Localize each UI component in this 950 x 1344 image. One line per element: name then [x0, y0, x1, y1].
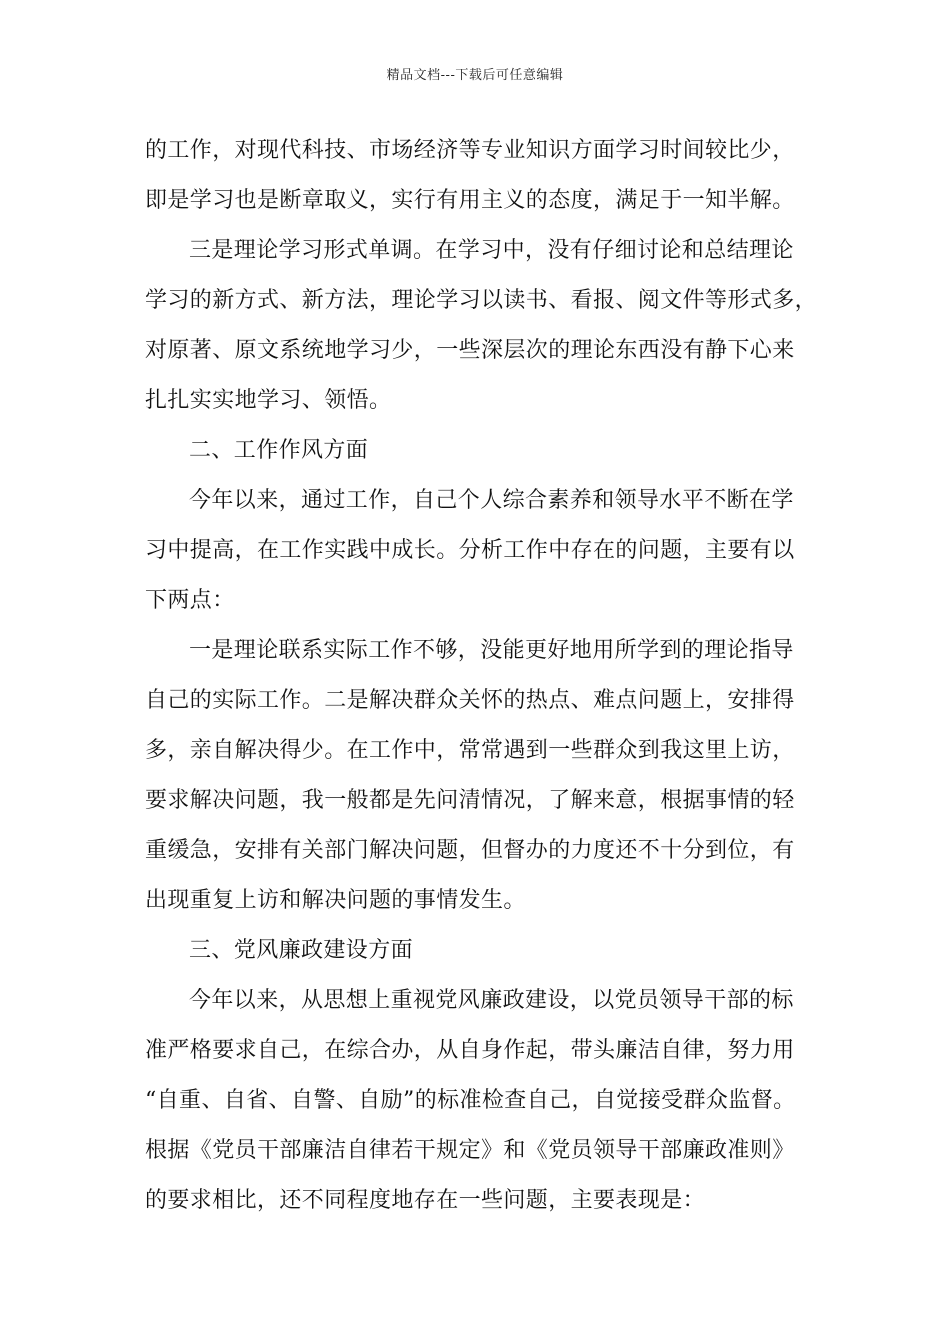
page-header: 精品文档---下载后可任意编辑 [386, 68, 564, 83]
text-line: 出现重复上访和解决问题的事情发生。 [145, 888, 526, 913]
text-line: 的要求相比，还不同程度地存在一些问题，主要表现是： [145, 1188, 706, 1213]
text-line: 一是理论联系实际工作不够，没能更好地用所学到的理论指导 [189, 638, 794, 663]
text-line: 要求解决问题，我一般都是先问清情况，了解来意，根据事情的轻 [145, 788, 795, 813]
text-line: “自重、自省、自警、自励”的标准检查自己，自觉接受群众监督。 [145, 1088, 796, 1113]
text-line: 多，亲自解决得少。在工作中，常常遇到一些群众到我这里上访， [145, 738, 795, 763]
text-line: 对原著、原文系统地学习少，一些深层次的理论东西没有静下心来 [145, 338, 795, 363]
text-line: 根据《党员干部廉洁自律若干规定》和《党员领导干部廉政准则》 [145, 1138, 795, 1163]
section-heading: 二、工作作风方面 [189, 438, 369, 463]
text-line: 的工作，对现代科技、市场经济等专业知识方面学习时间较比少， [145, 138, 795, 163]
section-heading: 三、党风廉政建设方面 [189, 938, 414, 963]
text-line: 今年以来，通过工作，自己个人综合素养和领导水平不断在学 [189, 488, 794, 513]
text-line: 三是理论学习形式单调。在学习中，没有仔细讨论和总结理论 [189, 238, 794, 263]
text-line: 自己的实际工作。二是解决群众关怀的热点、难点问题上，安排得 [145, 688, 795, 713]
document-body [145, 126, 817, 1226]
text-line: 下两点： [145, 588, 235, 613]
text-line: 习中提高，在工作实践中成长。分析工作中存在的问题，主要有以 [145, 538, 795, 563]
text-line: 准严格要求自己，在综合办，从自身作起，带头廉洁自律，努力用 [145, 1038, 795, 1063]
text-line: 今年以来，从思想上重视党风廉政建设，以党员领导干部的标 [189, 988, 794, 1013]
text-line: 扎扎实实地学习、领悟。 [145, 388, 392, 413]
text-line: 重缓急，安排有关部门解决问题，但督办的力度还不十分到位，有 [145, 838, 795, 863]
text-line: 学习的新方式、新方法，理论学习以读书、看报、阅文件等形式多， [145, 288, 818, 313]
text-line: 即是学习也是断章取义，实行有用主义的态度，满足于一知半解。 [145, 188, 795, 213]
